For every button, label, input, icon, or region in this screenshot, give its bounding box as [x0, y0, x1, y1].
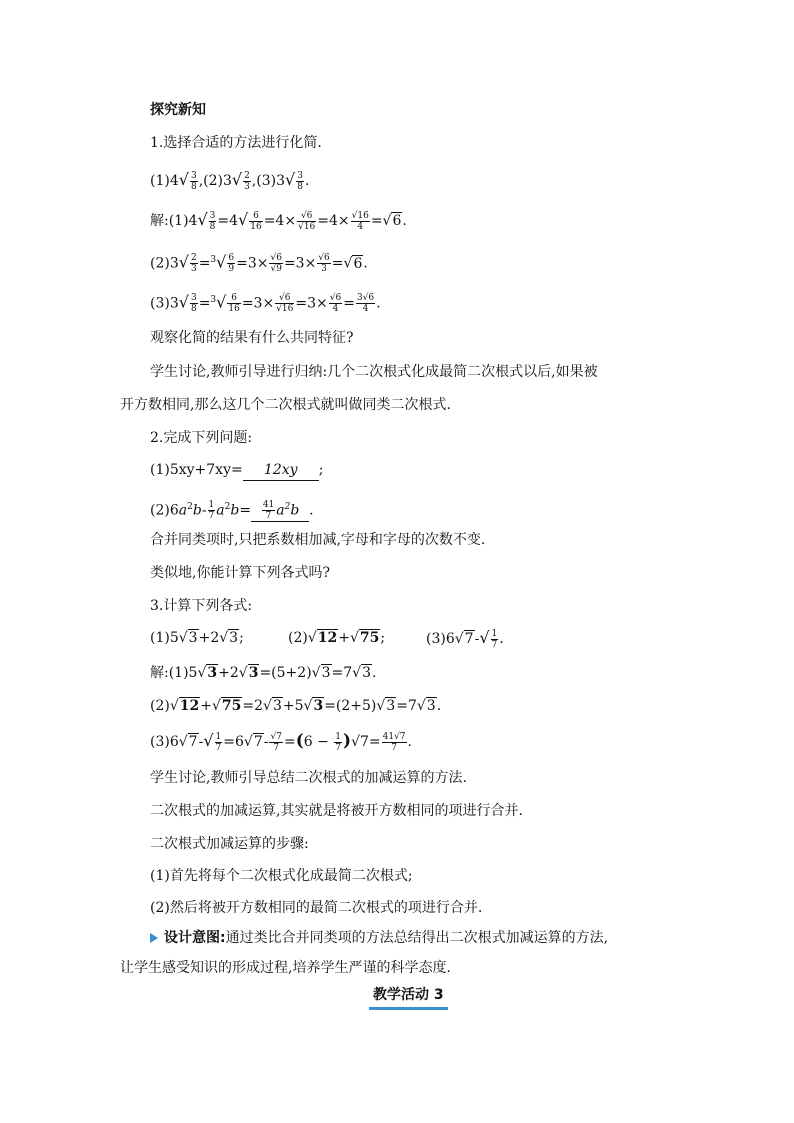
q2-part2-answer: $\frac{41}{7}$ $a^2b$ [251, 497, 309, 522]
q1-solution-3: (3)3√ $\frac{3}{8}$ =$^3$√ $\frac{6}{16}$ =3× $\frac{√6}{√16}$ =3× $\frac{√6}{4}$ = $\frac{3√6}{4}$ . [150, 292, 381, 315]
q2-note: 合并同类项时,只把系数相加减,字母和字母的次数不变. [150, 532, 486, 548]
q1-solution-2: (2)3√ $\frac{2}{3}$ =$^3$√ $\frac{6}{9}$ =3× $\frac{√6}{√9}$ =3× $\frac{√6}{3}$ =√6. [150, 252, 368, 275]
design-intent-line2: 让学生感受知识的形成过程,培养学生严谨的科学态度. [120, 960, 451, 976]
summary-step-1: (1)首先将每个二次根式化成最简二次根式; [150, 868, 413, 884]
q2-part1-end: ; [318, 462, 324, 478]
q2-part1 [150, 460, 323, 481]
q1-prompt: 1.选择合适的方法进行化简. [150, 135, 322, 151]
q3-item-1: (1)5√3+2√3; [150, 630, 244, 646]
q2-part1-answer: 12xy [243, 460, 319, 481]
design-intent-text1: 通过类比合并同类项的方法总结得出二次根式加减运算的方法, [225, 930, 609, 946]
play-triangle-icon [150, 933, 158, 943]
summary-line-2: 二次根式的加减运算,其实就是将被开方数相同的项进行合并. [150, 803, 523, 819]
q3-item-2: (2)√12+√75; [288, 630, 386, 646]
q1-observe: 观察化简的结果有什么共同特征? [150, 330, 354, 346]
q2-part2: $(2)6a^2b-$ $\frac{1}{7}$ $a^2b=$ $\frac{41}{7}$ $a^2b$ . [150, 497, 314, 522]
q2-prompt: 2.完成下列问题: [150, 430, 253, 446]
q1-parts: (1)4√ $\frac{3}{8}$ ,(2)3√ $\frac{2}{3}$ ,(3)3√ $\frac{3}{8}$ . [150, 170, 310, 192]
q3-solution-1: 解:(1)5√3+2√3=(5+2)√3=7√3. [150, 665, 377, 681]
summary-step-2: (2)然后将被开方数相同的最简二次根式的项进行合并. [150, 900, 483, 916]
summary-line-3: 二次根式加减运算的步骤: [150, 836, 309, 852]
q1-solution-1: 解:(1)4√ $\frac{3}{8}$ =4√ $\frac{6}{16}$ =4× $\frac{√6}{√16}$ =4× $\frac{√16}{4}$ =√6. [150, 210, 407, 232]
q3-prompt: 3.计算下列各式: [150, 598, 253, 614]
q1-discuss-line1: 学生讨论,教师引导进行归纳:几个二次根式化成最简二次根式以后,如果被 [150, 364, 598, 380]
design-intent-label: 设计意图: [164, 930, 226, 946]
q2-part1-left: (1)5xy+7xy= [150, 462, 243, 478]
q3-solution-3: (3)6√7-√ $\frac{1}{7}$ =6√7- $\frac{√7}{7}$ =(6 − $\frac{1}{7}$ )√7= $\frac{41√7}{7}$ . [150, 731, 412, 753]
q2-similar: 类似地,你能计算下列各式吗? [150, 565, 330, 581]
section-heading: 探究新知 [150, 102, 206, 118]
design-intent-line1 [150, 928, 608, 948]
q3-item-3: (3)6√7-√ $\frac{1}{7}$ . [426, 628, 504, 650]
section-banner: 教学活动 3 [369, 985, 448, 1010]
q1-discuss-line2: 开方数相同,那么这几个二次根式就叫做同类二次根式. [120, 397, 451, 413]
q3-solution-2: (2)√12+√75=2√3+5√3=(2+5)√3=7√3. [150, 698, 442, 714]
summary-line-1: 学生讨论,教师引导总结二次根式的加减运算的方法. [150, 770, 467, 786]
q2-part2-end: . [309, 502, 314, 519]
